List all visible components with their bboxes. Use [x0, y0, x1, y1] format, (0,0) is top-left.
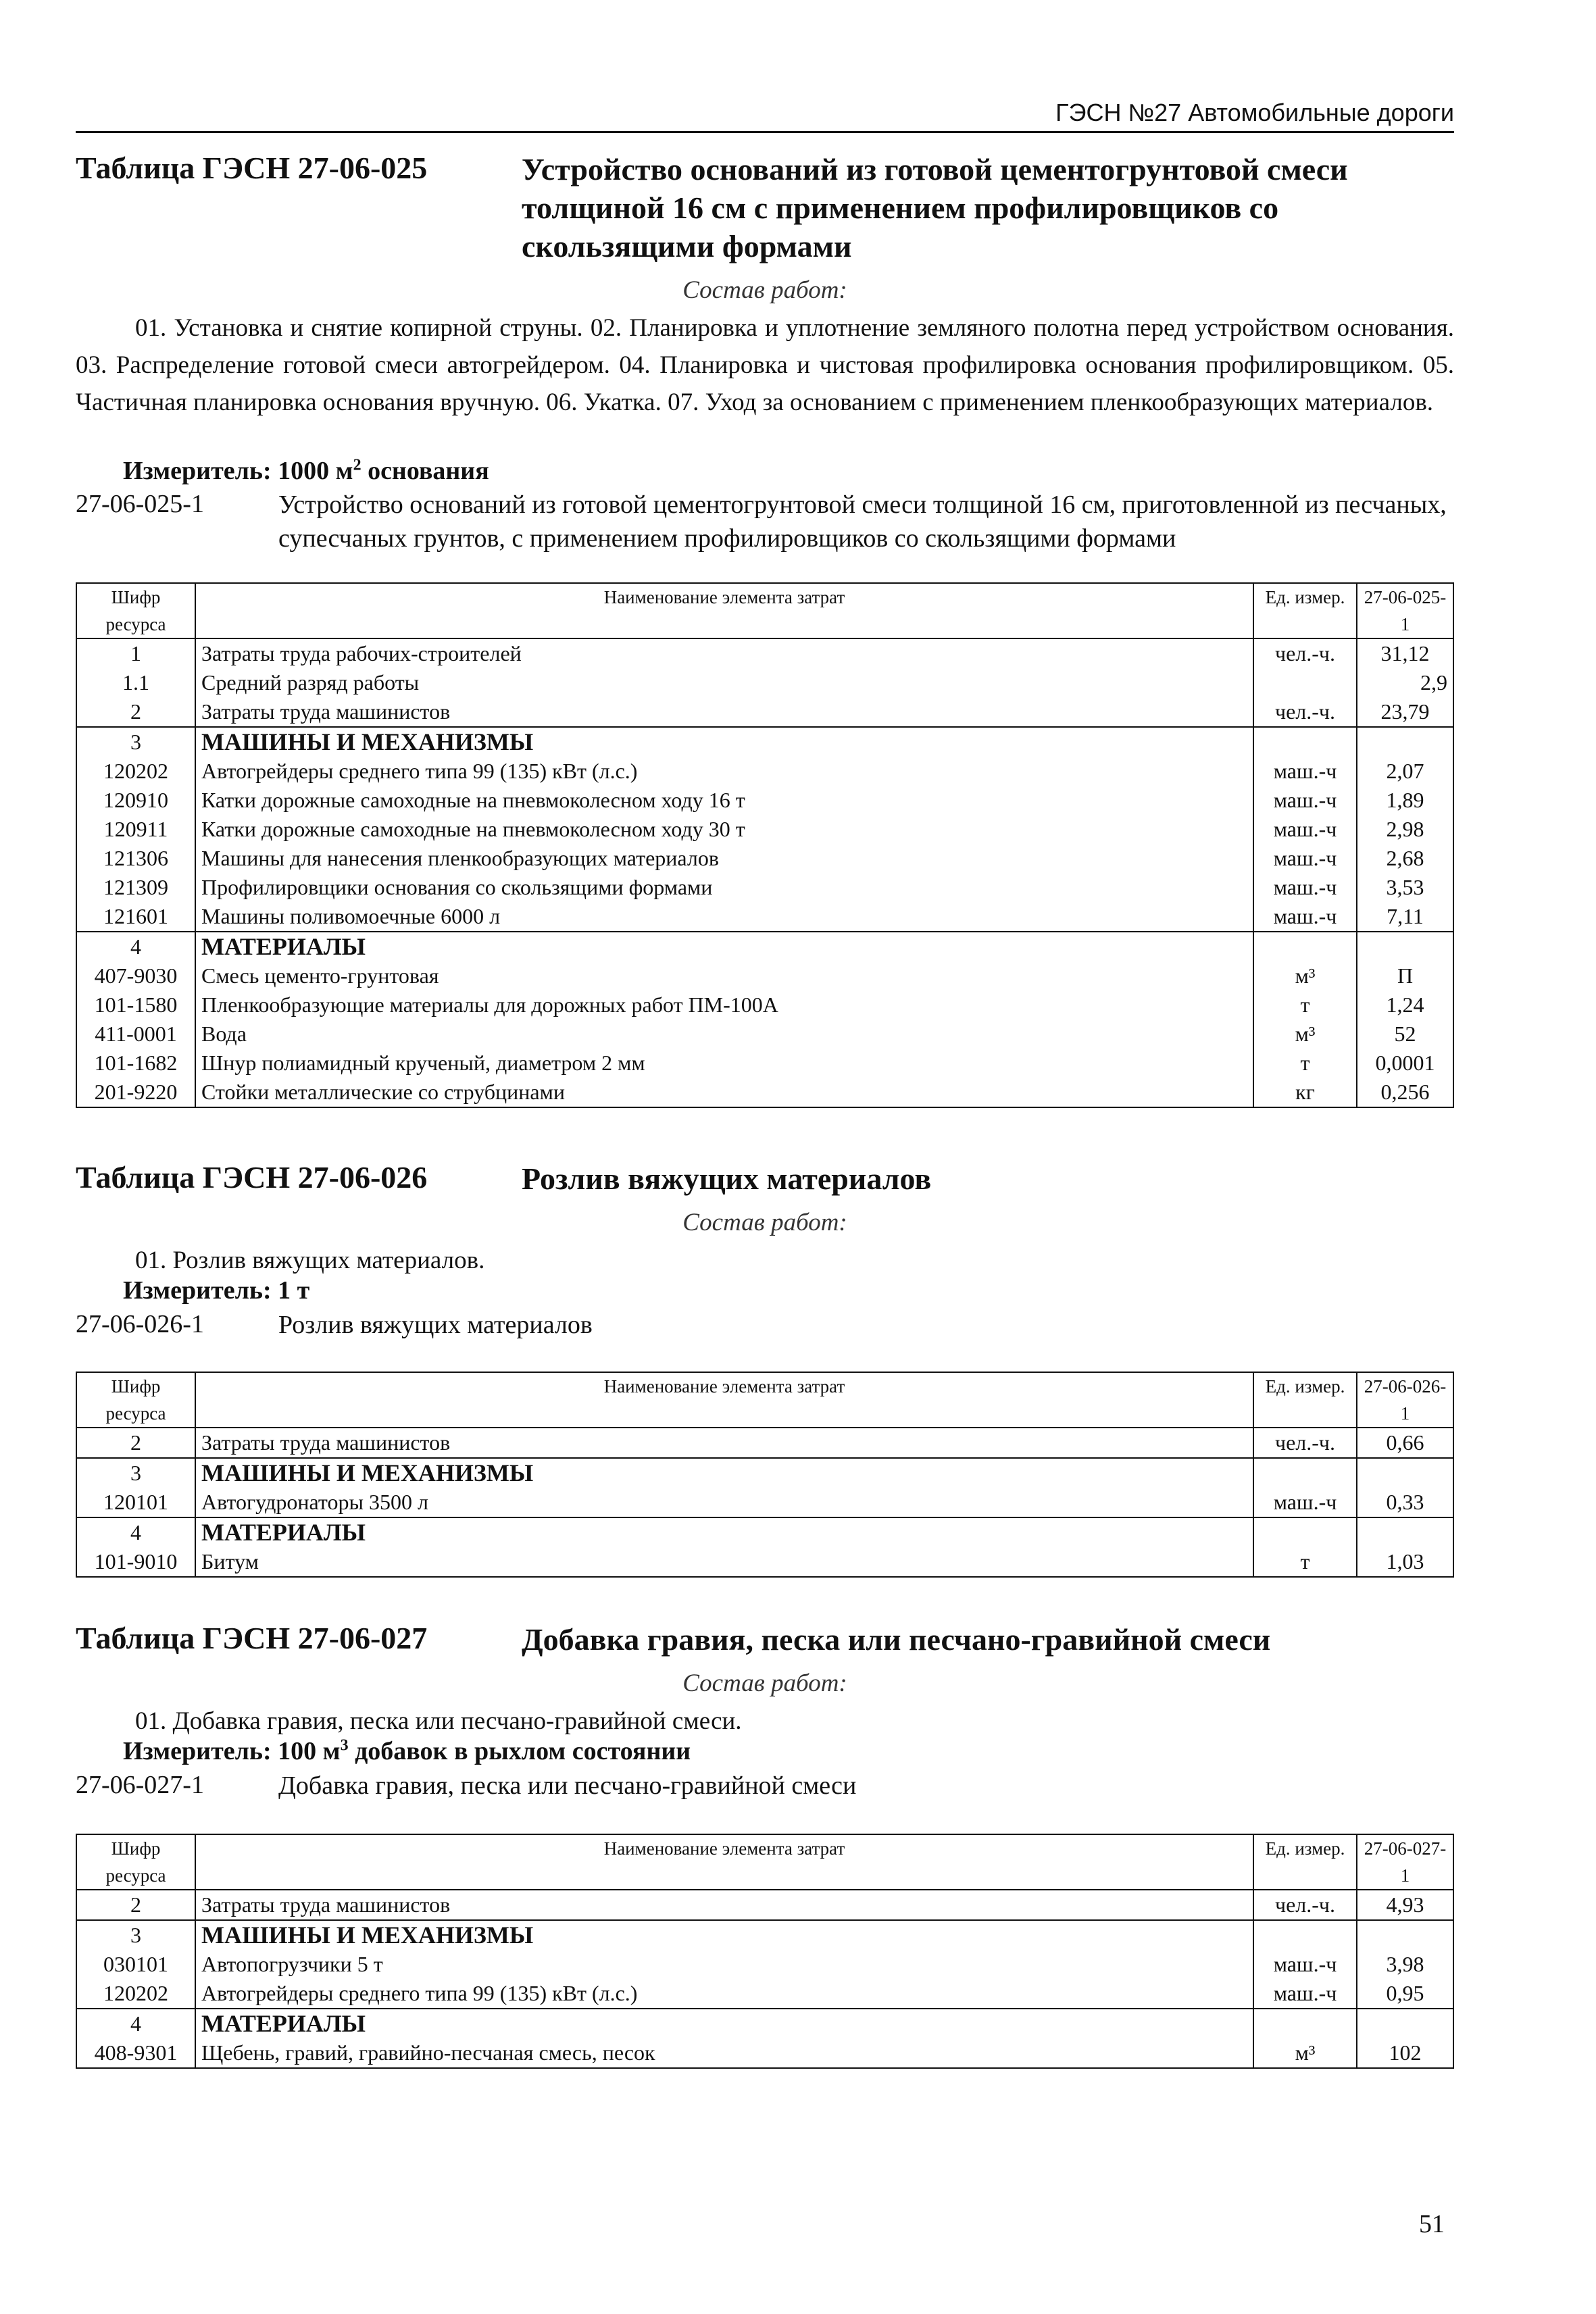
- row-unit: маш.-ч: [1253, 1979, 1357, 2009]
- table-row: [76, 2009, 1453, 2038]
- row-code: 3: [76, 1920, 195, 1950]
- row-unit: маш.-ч: [1253, 844, 1357, 873]
- row-value: 3,53: [1357, 873, 1453, 902]
- row-unit: м³: [1253, 2038, 1357, 2068]
- row-code: 2: [76, 1890, 195, 1920]
- row-name: Средний разряд работы: [195, 668, 1253, 697]
- row-code: 1.1: [76, 668, 195, 697]
- norm-code: 27-06-027-1: [76, 1771, 204, 1799]
- row-name: Машины поливомоечные 6000 л: [195, 902, 1253, 932]
- header-name: Наименование элемента затрат: [195, 1834, 1253, 1890]
- row-unit: [1253, 1920, 1357, 1950]
- table-row: [76, 1547, 1453, 1577]
- table-name: Таблица ГЭСН 27-06-026: [76, 1160, 428, 1194]
- row-code: 4: [76, 932, 195, 961]
- work-description: 01. Установка и снятие копирной струны. 02. Планировка и уплотнение земляного полотна перед устройством основания. 03. Распределение готовой смеси автогрейдером. 04. Планировка и чистовая профилировка основания профилировщиком. 05. Частичная планировка основания вручную. 06. Укатка. 07. Уход за основанием с применением пленкообразующих материалов.: [76, 314, 1454, 416]
- row-name: Катки дорожные самоходные на пневмоколесном ходу 30 т: [195, 815, 1253, 844]
- row-value: 7,11: [1357, 902, 1453, 932]
- page-number: 51: [1419, 2210, 1445, 2238]
- row-value: [1357, 2009, 1453, 2038]
- norm-code: 27-06-026-1: [76, 1310, 204, 1338]
- table-row: [76, 638, 1453, 668]
- row-unit: чел.-ч.: [1253, 1428, 1357, 1458]
- row-value: 4,93: [1357, 1890, 1453, 1920]
- table-row: [76, 1020, 1453, 1049]
- row-unit: чел.-ч.: [1253, 697, 1357, 727]
- section-title: Розлив вяжущих материалов: [522, 1161, 932, 1196]
- row-unit: маш.-ч: [1253, 757, 1357, 786]
- row-value: 102: [1357, 2038, 1453, 2068]
- row-code: 101-1682: [76, 1049, 195, 1078]
- table-name: Таблица ГЭСН 27-06-027: [76, 1621, 428, 1655]
- resource-table: [76, 1372, 1454, 1578]
- row-name: Шнур полиамидный крученый, диаметром 2 мм: [195, 1049, 1253, 1078]
- table-row: [76, 727, 1453, 757]
- header-value: 27-06-026-1: [1357, 1372, 1453, 1428]
- section-title: Устройство оснований из готовой цементогрунтовой смеси толщиной 16 см с применением профилировщиков со скользящими формами: [522, 152, 1348, 263]
- row-unit: м³: [1253, 961, 1357, 990]
- row-code: 3: [76, 1458, 195, 1488]
- header-unit: Ед. измер.: [1253, 583, 1357, 638]
- row-value: 0,95: [1357, 1979, 1453, 2009]
- row-code: 407-9030: [76, 961, 195, 990]
- section-27-06-027: [76, 1620, 1461, 2093]
- row-value: 3,98: [1357, 1950, 1453, 1979]
- row-name: МАШИНЫ И МЕХАНИЗМЫ: [195, 727, 1253, 757]
- table-row: [76, 873, 1453, 902]
- header-unit: Ед. измер.: [1253, 1834, 1357, 1890]
- row-code: 121306: [76, 844, 195, 873]
- row-name: Затраты труда машинистов: [195, 1428, 1253, 1458]
- row-code: 120101: [76, 1488, 195, 1517]
- table-row: [76, 1428, 1453, 1458]
- table-row: [76, 1049, 1453, 1078]
- row-unit: маш.-ч: [1253, 786, 1357, 815]
- row-code: 408-9301: [76, 2038, 195, 2068]
- row-value: 1,24: [1357, 990, 1453, 1020]
- row-value: 1,89: [1357, 786, 1453, 815]
- row-unit: [1253, 2009, 1357, 2038]
- row-code: 121309: [76, 873, 195, 902]
- row-unit: [1253, 1517, 1357, 1547]
- header-code: Шифр ресурса: [76, 1372, 195, 1428]
- row-code: 120202: [76, 1979, 195, 2009]
- section-27-06-025: [76, 150, 1461, 1109]
- row-code: 030101: [76, 1950, 195, 1979]
- meter: [123, 456, 489, 486]
- row-value: [1357, 1517, 1453, 1547]
- table-row: [76, 757, 1453, 786]
- row-name: Вода: [195, 1020, 1253, 1049]
- row-unit: маш.-ч: [1253, 815, 1357, 844]
- sostav-label: Состав работ:: [682, 1209, 847, 1236]
- row-value: [1357, 932, 1453, 961]
- section-title: Добавка гравия, песка или песчано-гравийной смеси: [522, 1622, 1271, 1657]
- row-value: 0,66: [1357, 1428, 1453, 1458]
- row-unit: т: [1253, 1049, 1357, 1078]
- row-value: [1357, 727, 1453, 757]
- meter: [123, 1276, 309, 1305]
- header-name: Наименование элемента затрат: [195, 1372, 1253, 1428]
- row-value: 2,68: [1357, 844, 1453, 873]
- table-row: [76, 1517, 1453, 1547]
- header-code: Шифр ресурса: [76, 583, 195, 638]
- row-name: Автогрейдеры среднего типа 99 (135) кВт (л.с.): [195, 1979, 1253, 2009]
- row-unit: чел.-ч.: [1253, 1890, 1357, 1920]
- row-unit: т: [1253, 1547, 1357, 1577]
- row-name: Затраты труда рабочих-строителей: [195, 638, 1253, 668]
- work-description: 01. Добавка гравия, песка или песчано-гравийной смеси.: [135, 1707, 742, 1735]
- row-value: 2,07: [1357, 757, 1453, 786]
- row-name: Стойки металлические со струбцинами: [195, 1078, 1253, 1107]
- sostav-label: Состав работ:: [682, 1669, 847, 1697]
- table-row: [76, 1920, 1453, 1950]
- row-code: 120911: [76, 815, 195, 844]
- meter-prefix: Измеритель: 1 т: [123, 1276, 310, 1305]
- row-name: МАТЕРИАЛЫ: [195, 932, 1253, 961]
- row-code: 3: [76, 727, 195, 757]
- row-unit: м³: [1253, 1020, 1357, 1049]
- meter: [123, 1736, 691, 1766]
- row-unit: [1253, 668, 1357, 697]
- row-name: Профилировщики основания со скользящими формами: [195, 873, 1253, 902]
- norm-description: Розлив вяжущих материалов: [278, 1311, 593, 1339]
- meter-sup: 3: [340, 1736, 349, 1755]
- table-row: [76, 815, 1453, 844]
- header-value: 27-06-027-1: [1357, 1834, 1453, 1890]
- row-code: 2: [76, 697, 195, 727]
- norm-description: Устройство оснований из готовой цементогрунтовой смеси толщиной 16 см, приготовленной из песчаных, супесчаных грунтов, с применением профилировщиков со скользящими формами: [278, 491, 1447, 553]
- row-name: МАТЕРИАЛЫ: [195, 1517, 1253, 1547]
- table-name: Таблица ГЭСН 27-06-025: [76, 151, 428, 185]
- row-name: Автогудронаторы 3500 л: [195, 1488, 1253, 1517]
- row-unit: чел.-ч.: [1253, 638, 1357, 668]
- row-code: 101-9010: [76, 1547, 195, 1577]
- row-unit: [1253, 727, 1357, 757]
- header-unit: Ед. измер.: [1253, 1372, 1357, 1428]
- table-row: [76, 1078, 1453, 1107]
- row-name: Пленкообразующие материалы для дорожных работ ПМ-100А: [195, 990, 1253, 1020]
- row-unit: маш.-ч: [1253, 1488, 1357, 1517]
- table-row: [76, 1488, 1453, 1517]
- row-code: 4: [76, 2009, 195, 2038]
- row-value: 31,12: [1357, 638, 1453, 668]
- row-value: 2,9: [1357, 668, 1453, 697]
- row-unit: [1253, 932, 1357, 961]
- row-value: 23,79: [1357, 697, 1453, 727]
- row-code: 201-9220: [76, 1078, 195, 1107]
- resource-table: [76, 1834, 1454, 2069]
- work-description: 01. Розлив вяжущих материалов.: [135, 1247, 485, 1274]
- row-code: 120202: [76, 757, 195, 786]
- row-unit: [1253, 1458, 1357, 1488]
- table-row: [76, 2038, 1453, 2068]
- row-unit: маш.-ч: [1253, 873, 1357, 902]
- row-name: МАТЕРИАЛЫ: [195, 2009, 1253, 2038]
- norm-code: 27-06-025-1: [76, 490, 204, 518]
- header-code: Шифр ресурса: [76, 1834, 195, 1890]
- row-value: П: [1357, 961, 1453, 990]
- row-value: 1,03: [1357, 1547, 1453, 1577]
- table-row: [76, 1890, 1453, 1920]
- table-row: [76, 844, 1453, 873]
- section-27-06-026: [76, 1159, 1461, 1585]
- header-name: Наименование элемента затрат: [195, 583, 1253, 638]
- row-value: 0,33: [1357, 1488, 1453, 1517]
- table-row: [76, 932, 1453, 961]
- row-code: 1: [76, 638, 195, 668]
- table-row: [76, 1950, 1453, 1979]
- sostav-label: Состав работ:: [682, 276, 847, 304]
- table-row: [76, 902, 1453, 932]
- meter-suffix: добавок в рыхлом состоянии: [348, 1737, 691, 1765]
- row-value: [1357, 1458, 1453, 1488]
- row-name: Автопогрузчики 5 т: [195, 1950, 1253, 1979]
- row-name: Битум: [195, 1547, 1253, 1577]
- table-row: [76, 786, 1453, 815]
- row-unit: маш.-ч: [1253, 1950, 1357, 1979]
- row-unit: кг: [1253, 1078, 1357, 1107]
- running-header: [76, 95, 1454, 133]
- row-name: Затраты труда машинистов: [195, 697, 1253, 727]
- row-value: 2,98: [1357, 815, 1453, 844]
- row-name: Затраты труда машинистов: [195, 1890, 1253, 1920]
- norm-description: Добавка гравия, песка или песчано-гравийной смеси: [278, 1771, 857, 1800]
- row-code: 411-0001: [76, 1020, 195, 1049]
- table-row: [76, 697, 1453, 727]
- row-code: 120910: [76, 786, 195, 815]
- table-row: [76, 1979, 1453, 2009]
- row-unit: т: [1253, 990, 1357, 1020]
- meter-prefix: Измеритель: 100 м: [123, 1737, 341, 1765]
- row-code: 2: [76, 1428, 195, 1458]
- row-name: Катки дорожные самоходные на пневмоколесном ходу 16 т: [195, 786, 1253, 815]
- table-row: [76, 668, 1453, 697]
- row-name: МАШИНЫ И МЕХАНИЗМЫ: [195, 1458, 1253, 1488]
- running-header-title: ГЭСН №27 Автомобильные дороги: [1055, 99, 1454, 126]
- table-row: [76, 961, 1453, 990]
- meter-suffix: основания: [361, 457, 489, 485]
- meter-sup: 2: [353, 456, 361, 474]
- header-value: 27-06-025-1: [1357, 583, 1453, 638]
- row-value: 0,0001: [1357, 1049, 1453, 1078]
- row-code: 121601: [76, 902, 195, 932]
- row-value: 0,256: [1357, 1078, 1453, 1107]
- row-name: Автогрейдеры среднего типа 99 (135) кВт (л.с.): [195, 757, 1253, 786]
- meter-prefix: Измеритель: 1000 м: [123, 457, 353, 485]
- table-row: [76, 1458, 1453, 1488]
- row-name: Щебень, гравий, гравийно-песчаная смесь, песок: [195, 2038, 1253, 2068]
- row-code: 4: [76, 1517, 195, 1547]
- resource-table: [76, 582, 1454, 1108]
- row-unit: маш.-ч: [1253, 902, 1357, 932]
- row-name: МАШИНЫ И МЕХАНИЗМЫ: [195, 1920, 1253, 1950]
- row-value: [1357, 1920, 1453, 1950]
- table-row: [76, 990, 1453, 1020]
- row-name: Машины для нанесения пленкообразующих материалов: [195, 844, 1253, 873]
- row-code: 101-1580: [76, 990, 195, 1020]
- row-name: Смесь цементо-грунтовая: [195, 961, 1253, 990]
- row-value: 52: [1357, 1020, 1453, 1049]
